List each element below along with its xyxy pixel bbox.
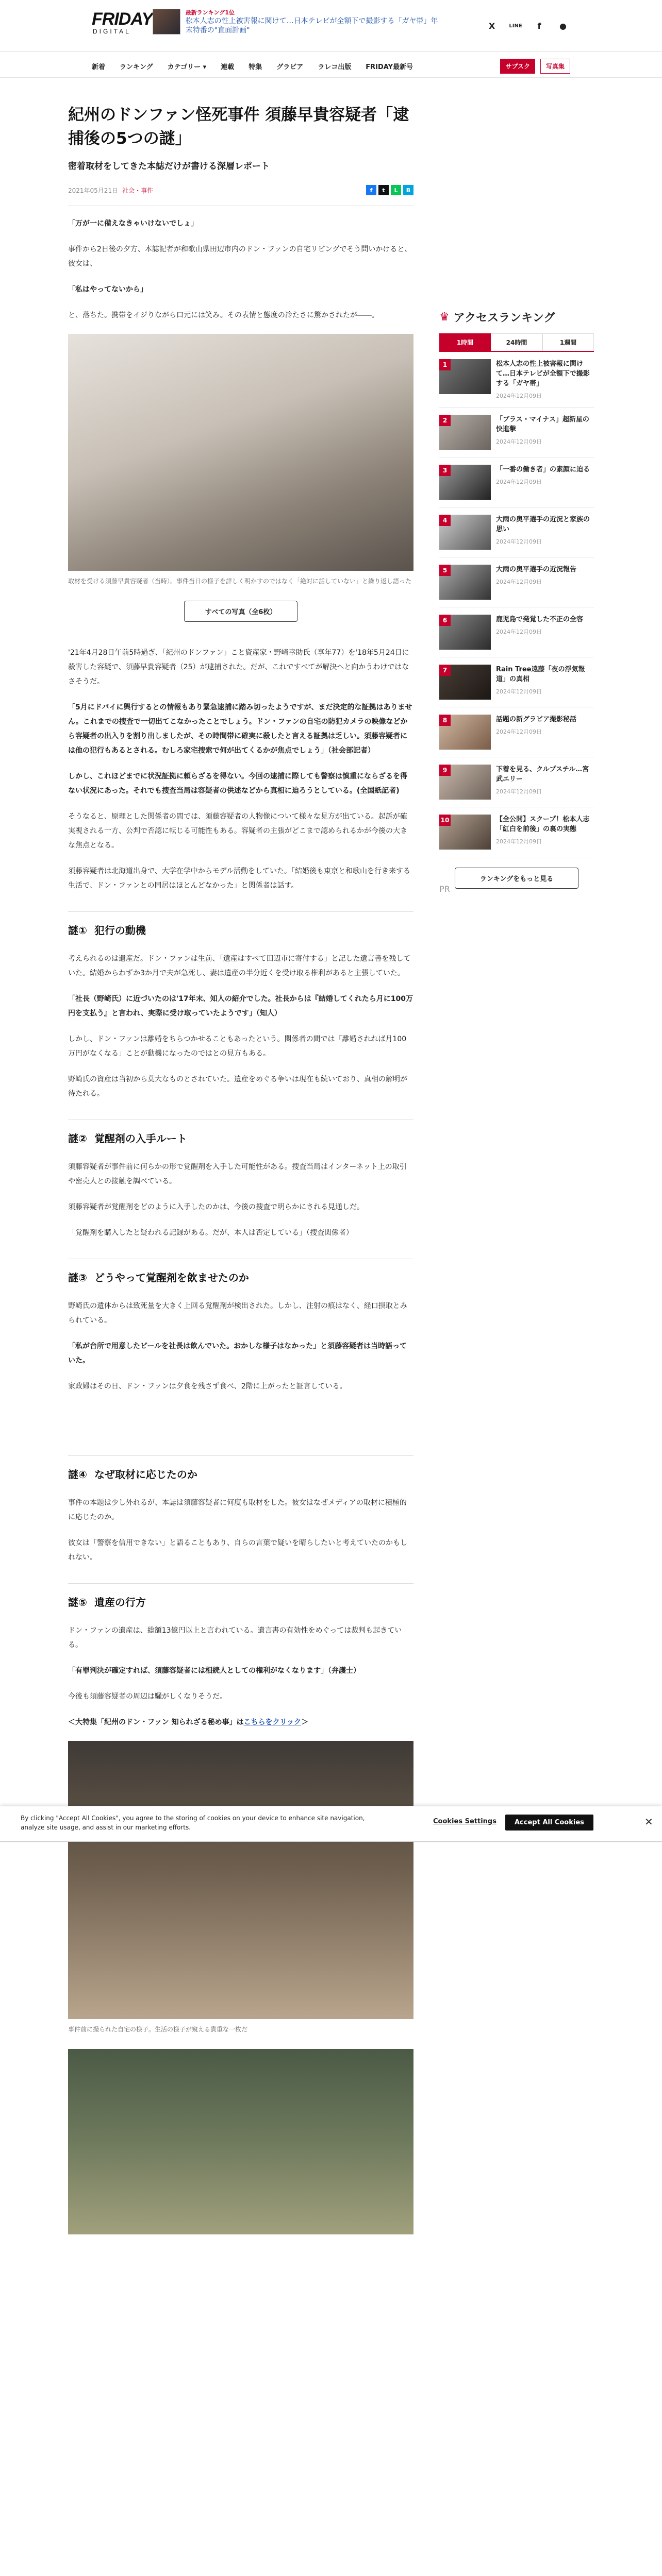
section-heading: 謎③ どうやって覚醒剤を飲ませたのか <box>68 1272 249 1284</box>
paragraph: 「覚醒剤を購入したと疑われる記録がある。だが、本人は否定している」（捜査関係者） <box>68 1229 353 1237</box>
ranking-thumbnail: 4 <box>439 515 491 550</box>
photo-caption: 取材を受ける須藤早貴容疑者（当時）。事件当日の様子を詳しく明かすのではなく「絶対に話していない」と繰り返し語った <box>68 578 412 585</box>
paragraph: 考えられるのは遺産だ。ドン・ファンは生前、「遺産はすべて田辺市に寄付する」と記した遺言書を残していた。結婚からわずか3か月で夫が急死し、妻は遺産の半分近くを受け取る権利があると主張していた。 <box>68 955 411 977</box>
section-inheritance <box>68 1583 413 1609</box>
section-drug-route <box>68 1120 413 1145</box>
paragraph: 「有罪判決が確定すれば、須藤容疑者には相続人としての権利がなくなります」（弁護士） <box>68 1667 360 1675</box>
cookie-text: By clicking "Accept All Cookies", you agree to the storing of cookies on your device to enhance site navigation, analyze site usage, and assist in our marketing efforts. <box>21 1815 365 1831</box>
article-photo[interactable] <box>68 2049 413 2234</box>
site-header <box>0 0 662 52</box>
article-title: 紀州のドンファン怪死事件 須藤早貴容疑者「逮捕後の5つの謎」 <box>68 106 409 148</box>
paragraph: '21年4月28日午前5時過ぎ、「紀州のドンファン」こと資産家・野崎幸助氏（享年77）を'18年5月24日に殺害した容疑で、須藤早貴容疑者（25）が逮捕された。だが、これですべてが解決へと向かうわけではなさそうだ。 <box>68 649 409 686</box>
ranking-item[interactable]: 3 「一番の働き者」の素顔に迫る 2024年12月09日 <box>439 457 594 507</box>
article <box>68 103 413 2234</box>
sidebar-ranking <box>439 309 594 889</box>
ranking-item[interactable]: 5 大雨の奥平選手の近況報告 2024年12月09日 <box>439 557 594 607</box>
promo-title: 松本人志の性上被害報に関けて…日本テレビが全額下で撮影する「ガヤ帯」年末特番の"直面計画" <box>185 17 438 35</box>
paragraph: 事件の本題は少し外れるが、本誌は須藤容疑者に何度も取材をした。彼女はなぜメディアの取材に積極的に応じたのか。 <box>68 1499 407 1521</box>
ranking-thumbnail: 1 <box>439 359 491 394</box>
ranking-thumbnail: 10 <box>439 815 491 850</box>
ranking-more-button[interactable]: ランキングをもっと見る <box>455 868 578 889</box>
article-date: 2021年05月21日 <box>68 187 119 194</box>
share-line-icon[interactable]: L <box>391 185 401 195</box>
cookie-banner <box>0 1806 662 1842</box>
nav-feature[interactable]: 特集 <box>249 63 262 71</box>
section-heading: 謎② 覚醒剤の入手ルート <box>68 1132 187 1145</box>
ranking-thumbnail: 8 <box>439 715 491 750</box>
ranking-thumbnail: 9 <box>439 765 491 800</box>
article-meta <box>68 185 413 195</box>
photo-caption: 事件前に撮られた自宅の様子。生活の様子が窺える貴重な一枚だ <box>68 2026 248 2033</box>
share-buttons <box>366 185 413 195</box>
paragraph: しかし、これほどまでに状況証拠に頼らざるを得ない。今回の逮捕に際しても警察は慎重にならざるを得ない状況にあった。それでも捜査当局は容疑者の供述などから真相に迫ろうとしている。(全国紙記者) <box>68 772 407 795</box>
site-logo[interactable] <box>92 9 153 35</box>
ranking-item[interactable]: 1 松本人志の性上被害報に関けて…日本テレビが全額下で撮影する「ガヤ帯」 2024年12月09日 <box>439 352 594 408</box>
ranking-item[interactable]: 2 「ブラス・マイナス」超新星の快進撃 2024年12月09日 <box>439 408 594 457</box>
feature-link-line: ＜大特集「紀州のドン・ファン 知られざる秘め事」はこちらをクリック＞ <box>68 1718 309 1726</box>
paragraph: 「社長（野崎氏）に近づいたのは'17年末、知人の紹介でした。社長からは『結婚してくれたら月に100万円を支払う』と言われ、実際に受け取っていたようです」（知人） <box>68 995 413 1018</box>
paragraph: 野崎氏の資産は当初から莫大なものとされていた。遺産をめぐる争いは現在も続いており、真相の解明が待たれる。 <box>68 1075 407 1098</box>
logo-main: FRIDAY <box>92 9 153 29</box>
share-x-icon[interactable]: t <box>378 185 389 195</box>
section-motive <box>68 911 413 937</box>
photobook-button[interactable]: 写真集 <box>540 59 570 74</box>
article-subtitle: 密着取材をしてきた本誌だけが書ける深層レポート <box>68 161 270 172</box>
logo-sub: DIGITAL <box>93 28 131 35</box>
ranking-tabs <box>439 333 594 352</box>
ranking-item[interactable]: 10 【全公開】スクープ！松本人志「紅白を前後」の裏の実態 2024年12月09日 <box>439 807 594 857</box>
nav-category[interactable]: カテゴリー ▾ <box>167 63 207 71</box>
ranking-thumbnail: 6 <box>439 615 491 650</box>
accept-cookies-button[interactable]: Accept All Cookies <box>505 1815 593 1831</box>
ranking-item[interactable]: 8 話題の新グラビア撮影秘話 2024年12月09日 <box>439 707 594 757</box>
article-photo[interactable] <box>68 334 413 571</box>
quote: 「私はやってないから」 <box>68 285 147 294</box>
crown-icon: ♛ <box>439 311 450 324</box>
ranking-header <box>439 309 594 325</box>
x-icon[interactable]: X <box>488 21 495 31</box>
ranking-thumbnail: 3 <box>439 465 491 500</box>
promo-banner[interactable] <box>153 7 441 36</box>
nav-publishing[interactable]: ラレコ出版 <box>318 63 352 71</box>
feature-link[interactable]: こちらをクリック <box>243 1718 302 1726</box>
paragraph: 今後も須藤容疑者の周辺は騒がしくなりそうだ。 <box>68 1692 227 1701</box>
subscribe-button[interactable]: サブスク <box>500 59 535 74</box>
paragraph: 須藤容疑者が事件前に何らかの形で覚醒剤を入手した可能性がある。捜査当局はインターネット上の取引や密売人との接触を調べている。 <box>68 1163 407 1185</box>
section-heading: 謎⑤ 遺産の行方 <box>68 1596 146 1608</box>
tab-24hours[interactable]: 24時間 <box>491 333 542 351</box>
close-icon[interactable]: ✕ <box>644 1816 653 1828</box>
paragraph: ドン・ファンの遺産は、総額13億円以上と言われている。遺言書の有効性をめぐっては裁判も起きている。 <box>68 1626 402 1649</box>
social-links <box>486 20 569 32</box>
ranking-thumbnail: 5 <box>439 565 491 600</box>
ranking-item[interactable]: 9 下着を見る、クルプスチル…宮武エリー 2024年12月09日 <box>439 757 594 807</box>
share-facebook-icon[interactable]: f <box>366 185 376 195</box>
paragraph: 事件から2日後の夕方、本誌記者が和歌山県田辺市内のドン・ファンの自宅リビングでそう問いかけると、彼女は、 <box>68 245 412 268</box>
ranking-thumbnail: 7 <box>439 665 491 700</box>
paragraph: 彼女は「警察を信用できない」と語ることもあり、自らの言葉で疑いを晴らしたいと考えていたのかもしれない。 <box>68 1539 407 1562</box>
paragraph: 「私が台所で用意したビールを社長は飲んでいた。おかしな様子はなかった」と須藤容疑者は当時語っていた。 <box>68 1342 407 1365</box>
ranking-title: アクセスランキング <box>453 312 555 325</box>
ranking-item[interactable]: 6 鹿児島で発覚した不正の全容 2024年12月09日 <box>439 607 594 657</box>
section-method <box>68 1259 413 1284</box>
pr-label: PR <box>439 884 450 894</box>
lead-quote: 「万が一に備えなきゃいけないでしょ」 <box>68 219 198 228</box>
nav-serial[interactable]: 連載 <box>221 63 235 71</box>
paragraph: しかし、ドン・ファンは離婚をちらつかせることもあったという。関係者の間では「離婚されれば月100万円がなくなる」ことが動機になったのではとの見方もある。 <box>68 1035 407 1058</box>
article-category[interactable]: 社会・事件 <box>122 187 154 194</box>
ranking-item[interactable]: 7 Rain Tree遠藤「夜の浮気報道」の真相 2024年12月09日 <box>439 657 594 707</box>
paragraph: 須藤容疑者は北海道出身で、大学在学中からモデル活動をしていた。「結婚後も東京と和歌山を行き来する生活で、ドン・ファンとの同居はほとんどなかった」と関係者は話す。 <box>68 867 411 890</box>
ranking-thumbnail: 2 <box>439 415 491 450</box>
line-icon[interactable]: LINE <box>509 23 522 29</box>
facebook-icon[interactable]: f <box>537 21 541 31</box>
paragraph: 須藤容疑者が覚醒剤をどのように入手したのかは、今後の捜査で明らかにされる見通しだ。 <box>68 1203 364 1211</box>
instagram-icon[interactable]: ● <box>559 21 567 31</box>
section-interview <box>68 1455 413 1481</box>
section-heading: 謎① 犯行の動機 <box>68 924 146 937</box>
ranking-item[interactable]: 4 大雨の奥平選手の近況と家族の思い 2024年12月09日 <box>439 507 594 557</box>
paragraph: そうなると、原理とした関係者の間では、須藤容疑者の人物像について様々な見方が出ている。起訴が確実視される一方、公判で否認に転じる可能性もある。容疑者の主張がどこまで認められるかが今後の大きな焦点となる。 <box>68 812 407 850</box>
main-nav <box>92 58 570 74</box>
article-photo[interactable] <box>68 1741 413 2019</box>
nav-latest-issue[interactable]: FRIDAY最新号 <box>366 63 413 71</box>
tab-1hour[interactable]: 1時間 <box>439 333 491 351</box>
nav-gravure[interactable]: グラビア <box>276 63 304 71</box>
promo-kicker: 最新ランキング1位 <box>185 9 235 16</box>
tab-1week[interactable]: 1週間 <box>542 333 594 351</box>
paragraph: 野崎氏の遺体からは致死量を大きく上回る覚醒剤が検出された。しかし、注射の痕はなく、経口摂取とみられている。 <box>68 1302 407 1325</box>
promo-thumbnail <box>153 9 180 35</box>
paragraph: 「5月にドバイに興行するとの情報もあり緊急逮捕に踏み切ったようですが、まだ決定的な証拠はありません。これまでの捜査で一切出てこなかったことでしょう。ドン・ファンの自宅の防犯カメラの映像などから容疑者の出入りを割り出しましたが、その時間帯に確実に殺したと言える証拠は乏しい。須藤容疑者には他の犯行もあるとされる。むしろ家宅捜索で何が出てくるかが焦点でしょう」（社会部記者） <box>68 703 412 755</box>
all-photos-button[interactable]: すべての写真（全6枚） <box>184 601 297 622</box>
section-heading: 謎④ なぜ取材に応じたのか <box>68 1468 197 1481</box>
nav-divider <box>0 77 662 78</box>
paragraph: 家政婦はその日、ドン・ファンは夕食を残さず食べ、2階に上がったと証言している。 <box>68 1382 347 1391</box>
share-hatena-icon[interactable]: B <box>403 185 413 195</box>
nav-ranking[interactable]: ランキング <box>120 63 153 71</box>
paragraph: と、落ちた。携帯をイジりながら口元には笑み。その表情と態度の冷たさに驚かされたが――。 <box>68 311 379 319</box>
nav-new[interactable]: 新着 <box>92 63 106 71</box>
cookie-settings-button[interactable]: Cookies Settings <box>433 1818 496 1825</box>
